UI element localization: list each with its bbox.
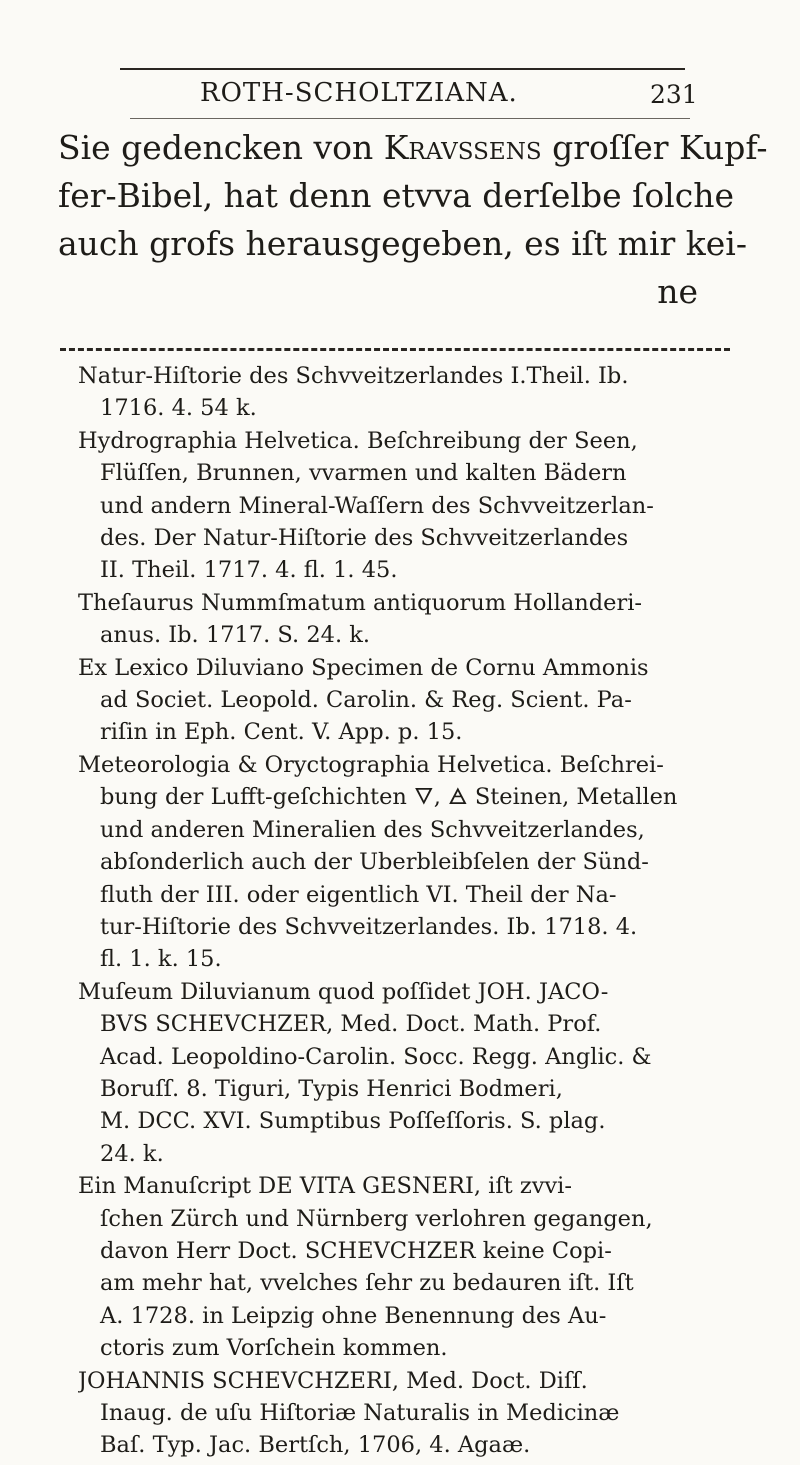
bibliography-line: II. Theil. 1717. 4. fl. 1. 45. <box>100 557 398 584</box>
bibliography-line: am mehr hat, vvelches ſehr zu bedauren iſt. Iſt <box>100 1270 634 1297</box>
bibliography-line: Theſaurus Nummſmatum antiquorum Hollanderi- <box>78 589 642 616</box>
bibliography-line: fluth der III. oder eigentlich VI. Theil der Na- <box>100 881 617 908</box>
intro-line-1 <box>58 124 768 172</box>
bibliography-list <box>78 360 758 1462</box>
header-rule <box>130 118 690 119</box>
bibliography-line: A. 1728. in Leipzig ohne Benennung des Au- <box>100 1302 607 1329</box>
intro-line-4: ne <box>657 272 698 311</box>
intro-paragraph <box>58 124 768 316</box>
author-name: Kravssens <box>383 128 542 167</box>
bibliography-line: ad Societ. Leopold. Carolin. & Reg. Scient. Pa- <box>100 687 632 714</box>
bibliography-line: Ex Lexico Diluviano Specimen de Cornu Ammonis <box>78 654 649 681</box>
bibliography-line: des. Der Natur-Hiſtorie des Schvveitzerlandes <box>100 525 629 552</box>
bibliography-line: anus. Ib. 1717. S. 24. k. <box>100 622 371 649</box>
top-rule <box>120 68 685 70</box>
bibliography-line: JOHANNIS SCHEVCHZERI, Med. Doct. Diſſ. <box>78 1367 588 1394</box>
bibliography-line: und anderen Mineralien des Schvveitzerlandes, <box>100 816 645 843</box>
bibliography-line: Acad. Leopoldino-Carolin. Socc. Regg. Anglic. & <box>100 1043 652 1070</box>
running-head: ROTH-SCHOLTZIANA. <box>200 78 518 108</box>
bibliography-line: und andern Mineral-Waſſern des Schvveitzerlan- <box>100 492 654 519</box>
intro-line-2: fer-Bibel, hat denn etvva derſelbe ſolche <box>58 176 735 215</box>
bibliography-line: riſin in Eph. Cent. V. App. p. 15. <box>100 719 463 746</box>
bibliography-line: 24. k. <box>100 1140 164 1167</box>
bibliography-line: BVS SCHEVCHZER, Med. Doct. Math. Prof. <box>100 1011 602 1038</box>
bibliography-line: fl. 1. k. 15. <box>100 946 222 973</box>
bibliography-line: tur-Hiſtorie des Schvveitzerlandes. Ib. 1718. 4. <box>100 913 638 940</box>
bibliography-line: abſonderlich auch der Uberbleibſelen der Sünd- <box>100 849 649 876</box>
page-header <box>0 78 800 118</box>
bibliography-line: 1716. 4. 54 k. <box>100 395 257 422</box>
section-divider <box>60 348 730 355</box>
bibliography-line: M. DCC. XVI. Sumptibus Poſſeſſoris. S. plag. <box>100 1108 606 1135</box>
intro-line-1a: Sie gedencken von <box>58 128 384 167</box>
intro-line-3: auch grofs herausgegeben, es iſt mir kei- <box>58 224 747 263</box>
bibliography-line: Natur-Hiſtorie des Schvveitzerlandes I.Theil. Ib. <box>78 363 629 389</box>
intro-line-1c: groſſer Kupf- <box>541 128 768 167</box>
bibliography-line: Inaug. de uſu Hiſtoriæ Naturalis in Medicinæ <box>100 1400 620 1426</box>
bibliography-line: Ein Manuſcript DE VITA GESNERI, iſt zvvi- <box>78 1173 572 1200</box>
bibliography-line: ſchen Zürch und Nürnberg verlohren gegangen, <box>100 1205 653 1232</box>
bibliography-line: Flüſſen, Brunnen, vvarmen und kalten Bädern <box>100 460 627 487</box>
bibliography-line: Boruſſ. 8. Tiguri, Typis Henrici Bodmeri, <box>100 1075 563 1102</box>
bibliography-line: Muſeum Diluvianum quod poſſidet JOH. JACO- <box>78 978 609 1005</box>
bibliography-line: davon Herr Doct. SCHEVCHZER keine Copi- <box>100 1237 612 1264</box>
bibliography-line: bung der Lufft-geſchichten 🜄, 🜁 Steinen, Metallen <box>100 784 678 811</box>
bibliography-line: Baſ. Typ. Jac. Bertſch, 1706, 4. Agaæ. <box>100 1432 531 1459</box>
bibliography-line: Meteorologia & Oryctographia Helvetica. Beſchrei- <box>78 751 664 778</box>
page-number: 231 <box>650 80 698 109</box>
bibliography-line: Hydrographia Helvetica. Beſchreibung der Seen, <box>78 427 638 454</box>
bibliography-line: ctoris zum Vorſchein kommen. <box>100 1335 448 1362</box>
